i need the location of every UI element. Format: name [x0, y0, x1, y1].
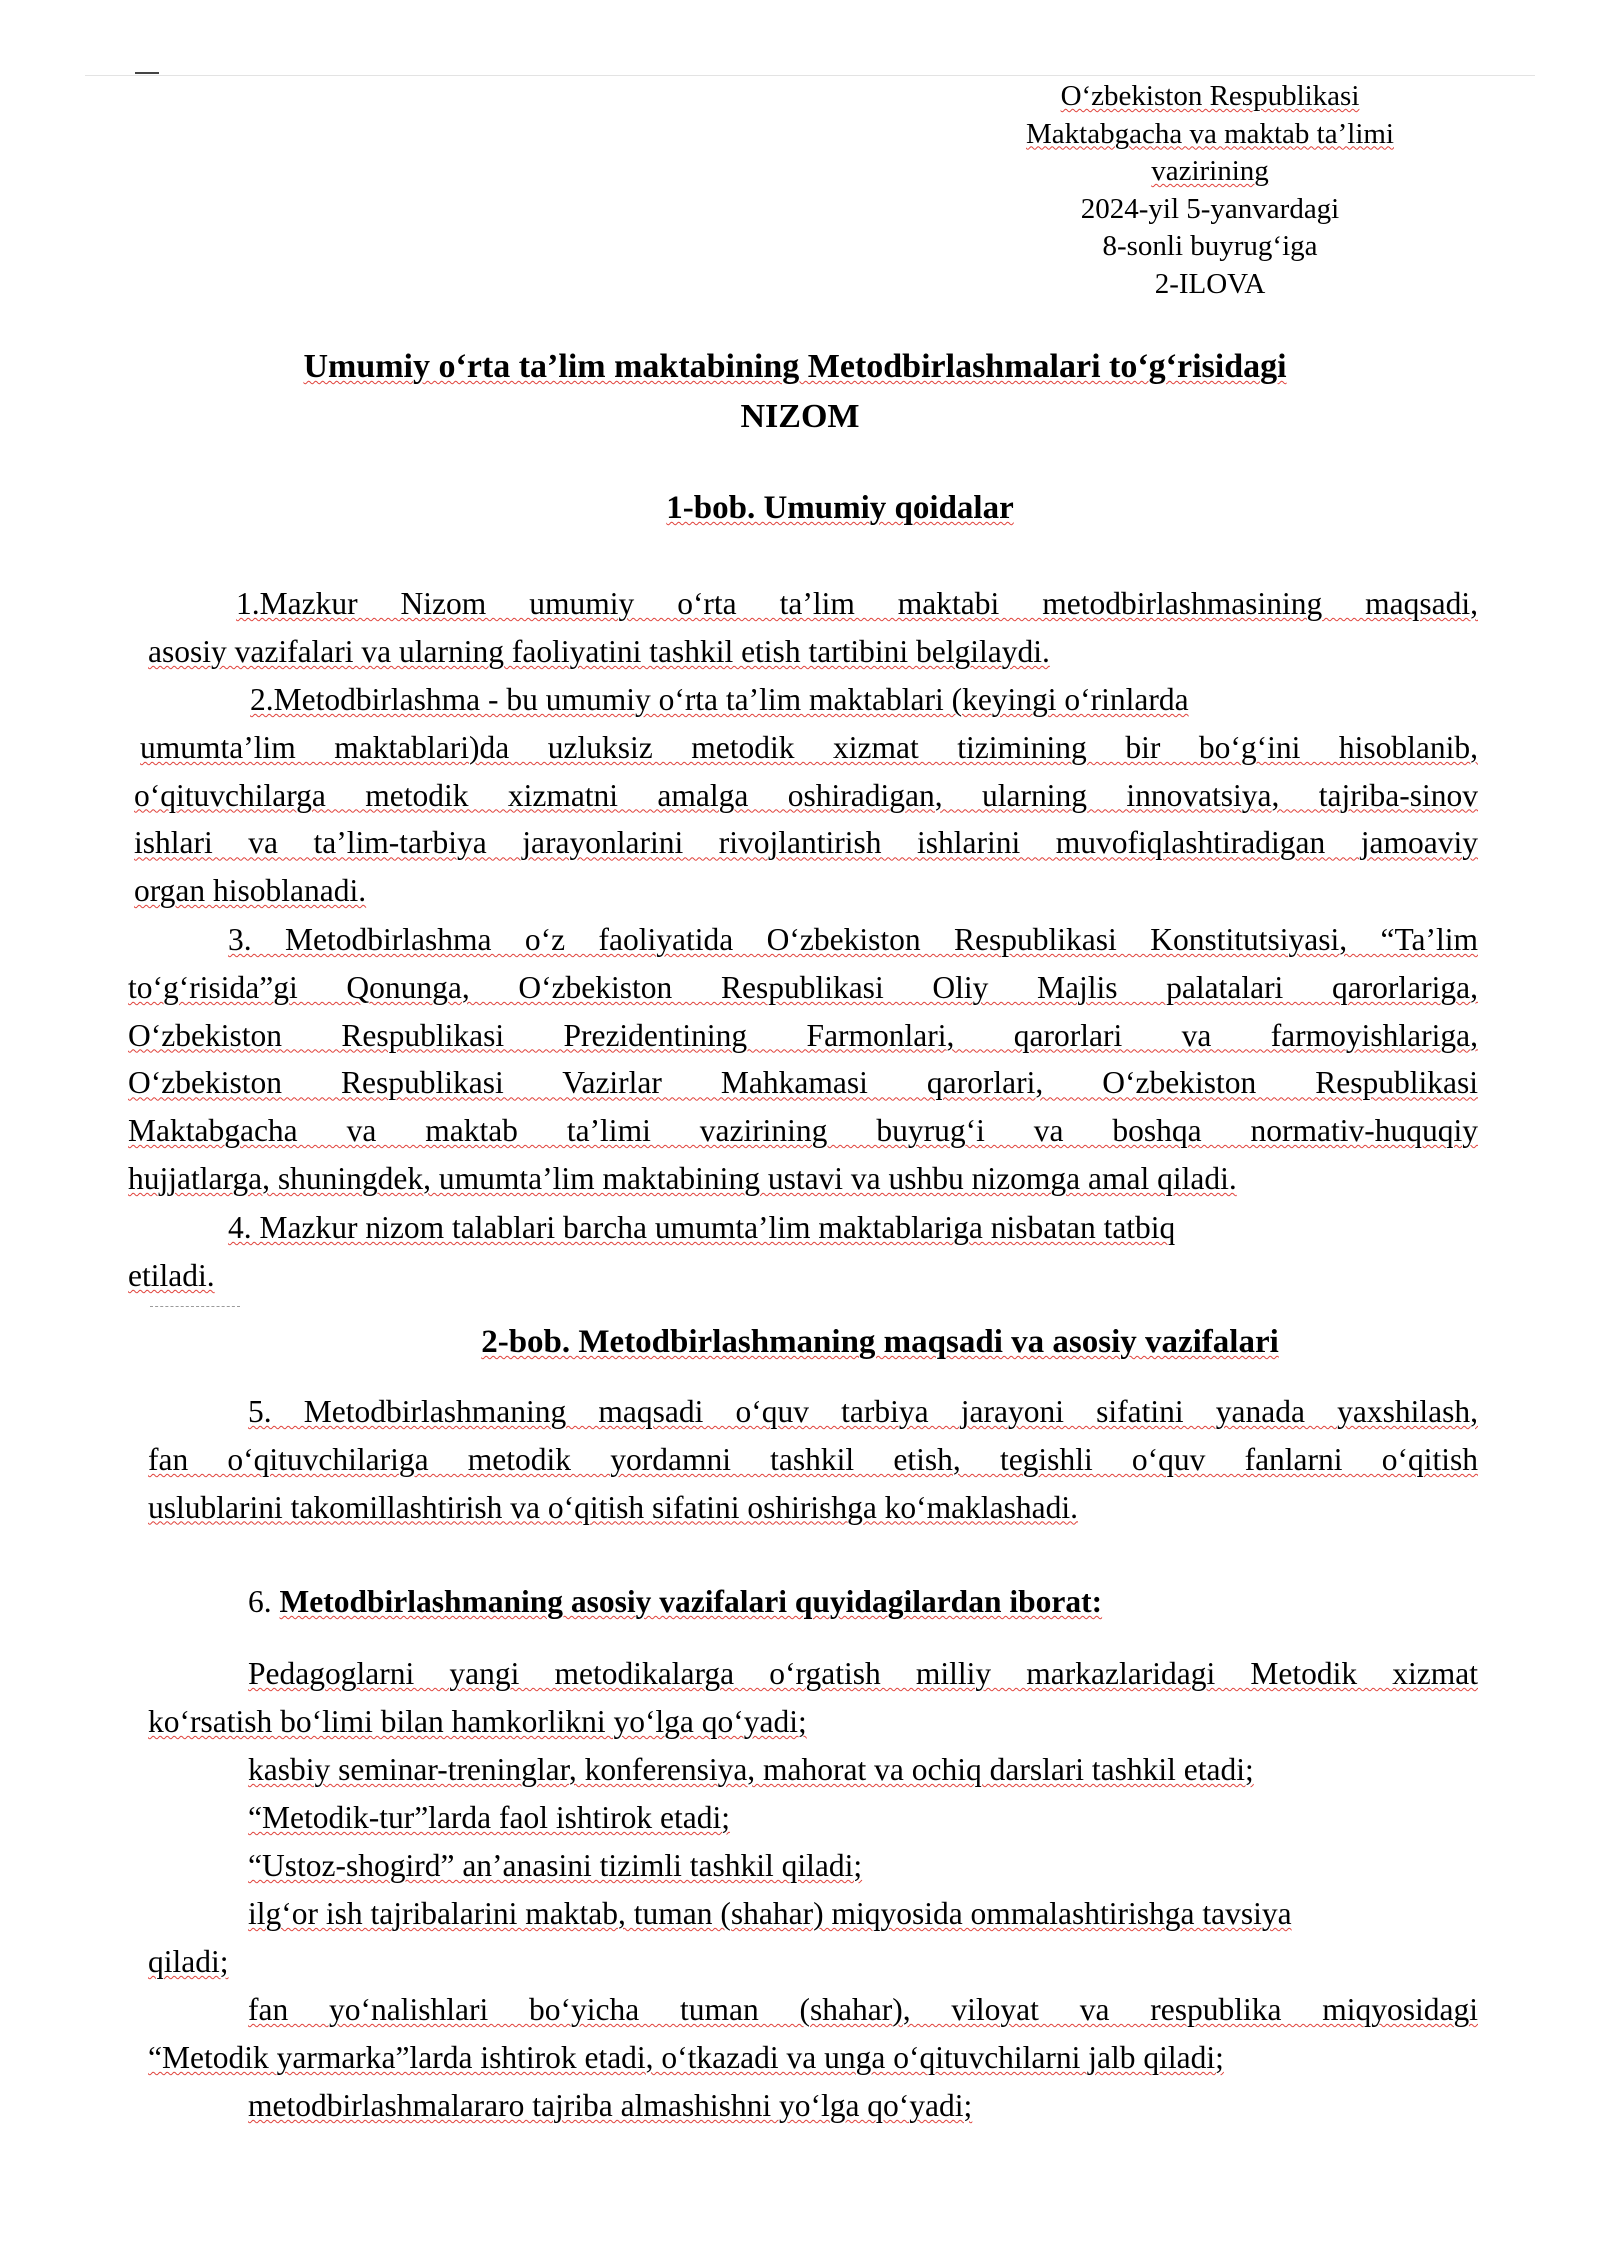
- approval-line-2: Maktabgacha va maktab ta’limi: [1026, 117, 1394, 150]
- paragraph-2-line-3: o‘qituvchilarga metodik xizmatni amalga oshiradigan, ularning innovatsiya, tajriba-sinov: [134, 777, 1478, 813]
- paragraph-3-line-3: O‘zbekiston Respublikasi Prezidentining Farmonlari, qarorlari va farmoyishlariga,: [128, 1017, 1478, 1053]
- list-item: ilg‘or ish tajribalarini maktab, tuman (shahar) miqyosida ommalashtirishga tavsiya qiladi;: [148, 1896, 1292, 1979]
- paragraph-5-line-3: uslublarini takomillashtirish va o‘qitish sifatini oshirishga ko‘maklashadi.: [148, 1489, 1079, 1525]
- approval-line-3: vazirining: [1151, 155, 1269, 187]
- chapter-2-heading: 2-bob. Metodbirlashmaning maqsadi va asosiy vazifalari: [481, 1324, 1279, 1360]
- paragraph-3-line-6: hujjatlarga, shuningdek, umumta’lim maktabining ustavi va ushbu nizomga amal qiladi.: [128, 1160, 1237, 1196]
- paragraph-6-title: Metodbirlashmaning asosiy vazifalari quyidagilardan iborat:: [279, 1584, 1103, 1619]
- paragraph-3-line-5: Maktabgacha va maktab ta’limi vazirining buyrug‘i va boshqa normativ-huquqiy: [128, 1113, 1478, 1149]
- approval-line-6: 2-ILOVA: [1154, 267, 1266, 300]
- approval-line-5: 8-sonli buyrug‘iga: [1102, 230, 1318, 262]
- paragraph-6-number: 6.: [248, 1584, 272, 1619]
- list-item: Pedagoglarni yangi metodikalarga o‘rgatish milliy markazlaridagi Metodik xizmat ko‘rsatish bo‘limi bilan hamkorlikni yo‘lga qo‘yadi;: [148, 1656, 1478, 1739]
- section-break-marker: [150, 1306, 240, 1307]
- paragraph-6-heading: [248, 1578, 1478, 1626]
- list-item: kasbiy seminar-treninglar, konferensiya, mahorat va ochiq darslari tashkil etadi;: [248, 1752, 1254, 1787]
- title-line-2: NIZOM: [740, 398, 860, 435]
- approval-block: [975, 78, 1445, 303]
- title-line-1: Umumiy o‘rta ta’lim maktabining Metodbirlashmalari to‘g‘risidagi: [303, 348, 1287, 385]
- page-top-border: [85, 75, 1535, 76]
- paragraph-4: [128, 1204, 1478, 1300]
- paragraph-3-line-4: O‘zbekiston Respublikasi Vazirlar Mahkamasi qarorlari, O‘zbekiston Respublikasi: [128, 1065, 1478, 1101]
- paragraph-2-line-2: umumta’lim maktablari)da uzluksiz metodik xizmat tizimining bir bo‘g‘ini hisoblanib,: [140, 729, 1478, 765]
- paragraph-2-line-5: organ hisoblanadi.: [134, 873, 367, 909]
- paragraph-1-line-1: 1.Mazkur Nizom umumiy o‘rta ta’lim maktabi metodbirlashmasining maqsadi,: [236, 586, 1478, 621]
- paragraph-1: [148, 580, 1478, 676]
- paragraph-4-line-2: etiladi.: [128, 1257, 215, 1293]
- document-title: [140, 342, 1450, 442]
- list-item: “Ustoz-shogird” an’anasini tizimli tashkil qiladi;: [248, 1848, 863, 1883]
- paragraph-1-line-2: asosiy vazifalari va ularning faoliyatini tashkil etish tartibini belgilaydi.: [148, 633, 1050, 669]
- paragraph-3: [128, 916, 1478, 1203]
- paragraph-2-line-4: ishlari va ta’lim-tarbiya jarayonlarini rivojlantirish ishlarini muvofiqlashtiradigan jamoaviy: [134, 825, 1478, 861]
- paragraph-5-line-1: 5. Metodbirlashmaning maqsadi o‘quv tarbiya jarayoni sifatini yanada yaxshilash,: [248, 1394, 1478, 1429]
- paragraph-4-line-1: 4. Mazkur nizom talablari barcha umumta’lim maktablariga nisbatan tatbiq: [228, 1210, 1176, 1245]
- list-item: fan yo‘nalishlari bo‘yicha tuman (shahar), viloyat va respublika miqyosidagi “Metodik yarmarka”larda ishtirok etadi, o‘tkazadi va unga o‘qituvchilarni jalb qiladi;: [148, 1992, 1478, 2075]
- approval-line-4: 2024-yil 5-yanvardagi: [1080, 192, 1340, 225]
- paragraph-3-line-2: to‘g‘risida”gi Qonunga, O‘zbekiston Respublikasi Oliy Majlis palatalari qarorlariga,: [128, 969, 1478, 1005]
- paragraph-2-line-1: 2.Metodbirlashma - bu umumiy o‘rta ta’lim maktablari (keyingi o‘rinlarda: [250, 682, 1189, 717]
- paragraph-5-line-2: fan o‘qituvchilariga metodik yordamni tashkil etish, tegishli o‘quv fanlarni o‘qitish: [148, 1441, 1478, 1477]
- list-item: metodbirlashmalararo tajriba almashishni yo‘lga qo‘yadi;: [248, 2088, 973, 2123]
- chapter-1-heading: 1-bob. Umumiy qoidalar: [666, 490, 1014, 526]
- paragraph-3-line-1: 3. Metodbirlashma o‘z faoliyatida O‘zbekiston Respublikasi Konstitutsiyasi, “Ta’lim: [228, 922, 1478, 957]
- page-corner-mark: [135, 72, 159, 74]
- paragraph-5: [148, 1388, 1478, 1531]
- paragraph-2: [134, 676, 1478, 915]
- approval-line-1: O‘zbekiston Respublikasi: [1060, 80, 1360, 112]
- list-item: “Metodik-tur”larda faol ishtirok etadi;: [248, 1800, 730, 1835]
